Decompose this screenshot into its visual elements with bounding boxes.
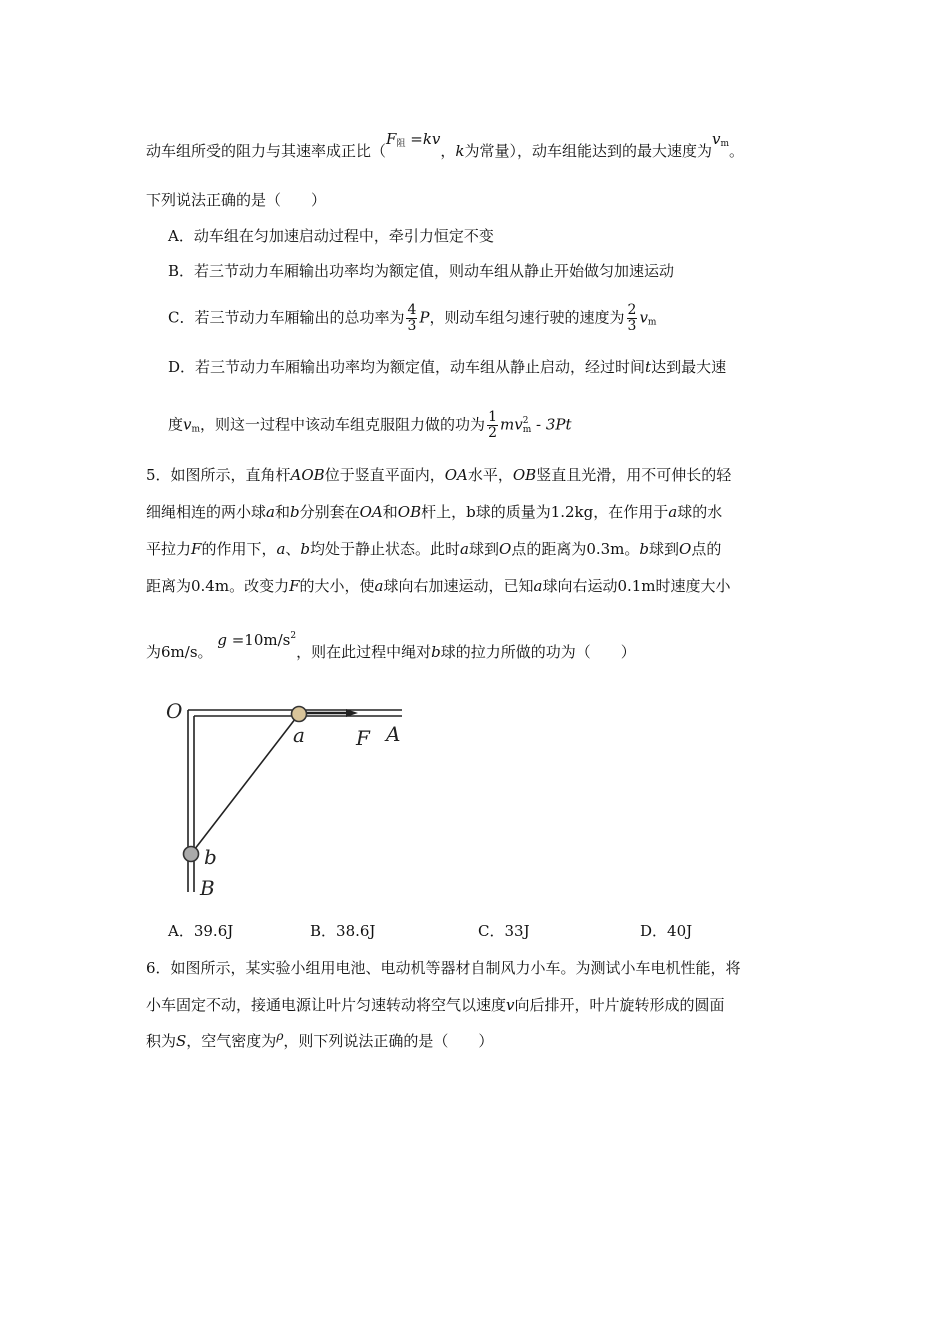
rod-vertical-ob xyxy=(188,710,194,892)
fraction-4-3: $\frac{4}{3}$ xyxy=(407,302,417,334)
q5-line-3: 平拉力F的作用下，a、b均处于静止状态。此时a球到O点的距离为0.3m。b球到O点的 xyxy=(146,540,722,558)
q5-line-4: 距离为0.4m。改变力F的大小，使a球向右加速运动，已知a球向右运动0.1m时速度大小 xyxy=(146,577,731,595)
q5-line-2: 细绳相连的两小球a和b分别套在OA和OB杆上，b球的质量为1.2kg，在作用于a球的水 xyxy=(146,503,723,521)
q4-option-a: A．动车组在匀加速启动过程中，牵引力恒定不变 xyxy=(168,227,494,245)
q4-option-d-line-2: 度$v_m$，则这一过程中该动车组克服阻力做的功为 $\frac{1}{2}$ mv 2 m - 3Pt xyxy=(168,409,572,441)
q5-line-5: 为6m/s。 $g =10m/s^2$，则在此过程中绳对b球的拉力所做的功为（ ） xyxy=(146,631,636,661)
q6-line-1: 6．如图所示，某实验小组用电池、电动机等器材自制风力小车。为测试小车电机性能，将 xyxy=(146,959,741,977)
q4-line-1: 动车组所受的阻力与其速率成正比（$F_阻 =kv$，k为常量），动车组能达到的最大速度为$v_m$。 xyxy=(146,130,745,160)
ball-a xyxy=(292,707,307,722)
fraction-2-3: $\frac{2}{3}$ xyxy=(627,302,637,334)
q4-stem: 下列说法正确的是（ ） xyxy=(146,191,327,209)
fraction-1-2: $\frac{1}{2}$ xyxy=(488,409,497,441)
label-a: a xyxy=(293,723,305,747)
q6-line-3: 积为S，空气密度为$^\rho$，则下列说法正确的是（ ） xyxy=(146,1029,494,1050)
label-a-end: A xyxy=(386,722,401,746)
label-o: O xyxy=(166,699,183,723)
label-b-end: B xyxy=(200,876,215,900)
q5-option-c: C．33J xyxy=(478,922,530,940)
label-f: F xyxy=(356,726,370,750)
q6-line-2: 小车固定不动，接通电源让叶片匀速转动将空气以速度v向后排开，叶片旋转形成的圆面 xyxy=(146,996,725,1014)
q5-option-b: B．38.6J xyxy=(310,922,376,940)
q4-option-b: B．若三节动力车厢输出功率均为额定值，则动车组从静止开始做匀加速运动 xyxy=(168,262,675,280)
q4-option-c: C．若三节动力车厢输出的总功率为 $\frac{4}{3}$ P，则动车组匀速行驶的速度为 $\frac{2}{3}$ $v_m$ xyxy=(168,302,657,334)
rope xyxy=(191,714,299,854)
q5-option-d: D．40J xyxy=(640,922,693,940)
q4-option-d-line-1: D．若三节动力车厢输出功率均为额定值，动车组从静止启动，经过时间t达到最大速 xyxy=(168,358,727,376)
ball-b xyxy=(184,847,199,862)
label-b: b xyxy=(204,845,217,869)
q5-line-1: 5．如图所示，直角杆AOB位于竖直平面内，OA水平，OB竖直且光滑，用不可伸长的轻 xyxy=(146,466,732,484)
q5-figure xyxy=(160,692,410,904)
q5-option-a: A．39.6J xyxy=(168,922,234,940)
